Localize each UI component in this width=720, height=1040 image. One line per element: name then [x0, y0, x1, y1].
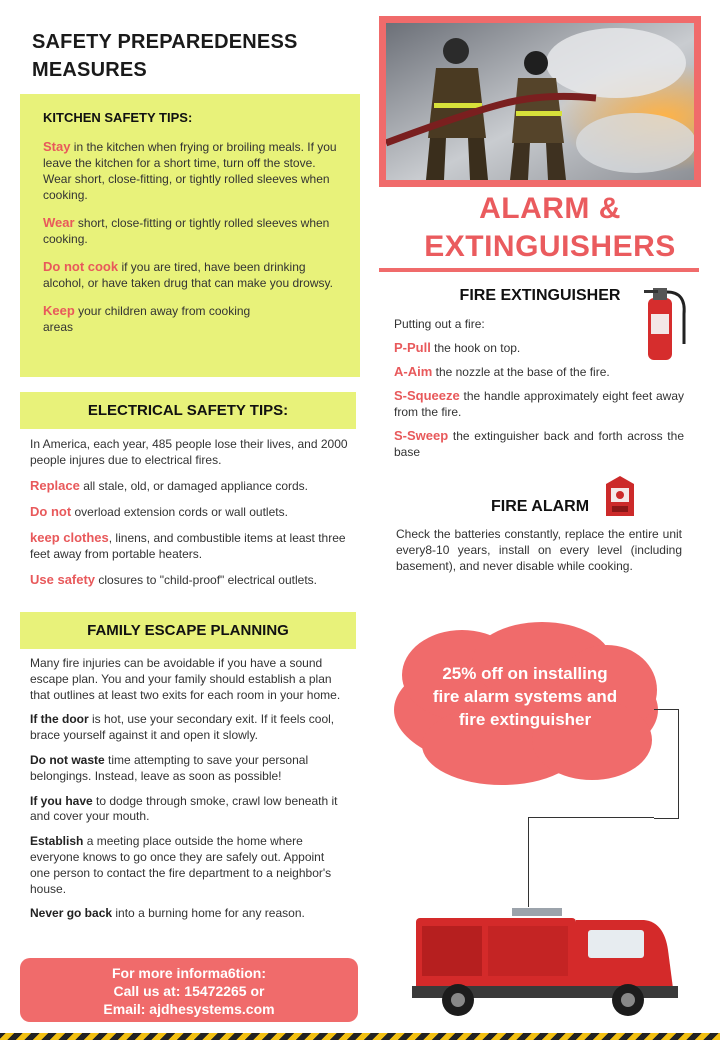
kitchen-item: [43, 303, 278, 335]
electrical-item-text: all stale, old, or damaged appliance cords.: [79, 479, 309, 493]
electrical-intro: In America, each year, 485 people lose their lives, and 2000 people injures due to electrical fires.: [30, 437, 348, 467]
kitchen-item-key: Keep: [43, 303, 75, 318]
extinguisher-step-text: the nozzle at the base of the fire.: [432, 365, 610, 379]
kitchen-item-text: short, close-fitting or tightly rolled sleeves when cooking.: [43, 216, 330, 246]
extinguisher-step-text: the hook on top.: [430, 341, 521, 355]
kitchen-item-key: Do not cook: [43, 259, 119, 274]
family-section: [30, 656, 346, 931]
promo-line: fire extinguisher: [458, 710, 592, 729]
fire-alarm-icon: [603, 474, 637, 523]
family-item-key: If you have: [30, 793, 93, 808]
electrical-section: [30, 436, 350, 598]
kitchen-item: [43, 259, 338, 291]
kitchen-item-key: Wear: [43, 215, 75, 230]
extinguisher-step-key: P-Pull: [394, 340, 431, 355]
kitchen-safety-box: [20, 94, 360, 377]
electrical-item-text: overload extension cords or wall outlets.: [71, 505, 288, 519]
extinguisher-step: [394, 340, 684, 356]
extinguisher-step-key: S-Squeeze: [394, 388, 460, 403]
electrical-item-key: Do not: [30, 504, 72, 519]
contact-line: For more informa6tion:: [111, 965, 266, 981]
kitchen-item-text: your children away from cooking areas: [43, 304, 251, 334]
electrical-item: [30, 504, 350, 520]
firefighters-photo-illustration: [386, 23, 694, 180]
family-item-text: is hot, use your secondary exit. If it feels cool, brace yourself against it and open it slowly.: [30, 712, 335, 743]
kitchen-item: [43, 139, 338, 203]
family-intro: Many fire injuries can be avoidable if you have a sound escape plan. You and your family should establish a plan that outlines at least two exits for each room in your home.: [30, 656, 341, 702]
contact-email: Email: ajdhesystems.com: [103, 1001, 275, 1017]
extinguisher-step-key: A-Aim: [394, 364, 433, 379]
electrical-heading: ELECTRICAL SAFETY TIPS:: [20, 392, 356, 429]
extinguisher-intro: Putting out a fire:: [394, 317, 485, 331]
promo-line: 25% off on installing: [442, 664, 608, 683]
electrical-item-key: Replace: [30, 478, 80, 493]
page-title: SAFETY PREPAREDENESS MEASURES: [32, 31, 298, 81]
contact-phone: Call us at: 15472265 or: [113, 983, 265, 999]
electrical-item: [30, 478, 350, 494]
family-item-text: into a burning home for any reason.: [112, 906, 305, 921]
family-item-text: a meeting place outside the home where everyone knows to go once they are safely out. Appoint one person to contact the fire department to a neighbor's house.: [30, 834, 332, 896]
kitchen-item-key: Stay: [43, 139, 71, 154]
electrical-item-text: , linens, and combustible items at least three feet away from portable heaters.: [30, 531, 346, 561]
family-heading: FAMILY ESCAPE PLANNING: [20, 612, 356, 649]
connector-line: [528, 817, 529, 907]
extinguisher-step-text: the handle approximately eight feet away from the fire.: [394, 389, 684, 419]
extinguisher-section: [394, 316, 684, 468]
family-item: [30, 906, 346, 922]
fire-alarm-text: Check the batteries constantly, replace the entire unit every8-10 years, install on every level (including basement), and never disable while cooking.: [396, 527, 682, 573]
alarm-title-line: EXTINGUISHERS: [424, 230, 676, 263]
promo-text: [420, 662, 630, 731]
fire-alarm-heading: FIRE ALARM: [490, 498, 590, 515]
firefighters-photo: [379, 16, 701, 187]
hazard-stripe: [0, 1033, 720, 1040]
promo-line: fire alarm systems and: [432, 687, 618, 706]
fire-truck-icon: [412, 900, 680, 1025]
extinguisher-step: [394, 428, 684, 460]
family-item: [30, 712, 346, 744]
family-item: [30, 834, 346, 897]
family-item-text: to dodge through smoke, crawl low beneath it and cover your mouth.: [30, 793, 338, 824]
extinguisher-step-text: the extinguisher back and forth across the base: [394, 429, 684, 459]
connector-line: [528, 817, 654, 818]
kitchen-heading: KITCHEN SAFETY TIPS:: [43, 110, 193, 125]
electrical-item-key: keep clothes: [30, 530, 109, 545]
kitchen-item: [43, 215, 338, 247]
electrical-item: [30, 530, 350, 562]
electrical-item-text: closures to "child-proof" electrical outlets.: [95, 573, 317, 587]
connector-line: [654, 709, 679, 819]
kitchen-item-text: if you are tired, have been drinking alcohol, or have taken drug that can make you drowsy.: [43, 260, 333, 290]
family-item: [30, 753, 346, 785]
family-item-text: time attempting to save your personal belongings. Instead, leave as soon as possible!: [30, 752, 309, 783]
family-item: [30, 794, 346, 826]
kitchen-item-text: in the kitchen when frying or broiling meals. If you leave the kitchen for a short time, turn off the stove. Wear short, close-fitting, or tightly rolled sleeves when cooking.: [43, 140, 337, 202]
family-item-key: If the door: [30, 712, 89, 727]
extinguisher-step-key: S-Sweep: [394, 428, 449, 443]
contact-box: [20, 958, 358, 1022]
family-item-key: Do not waste: [30, 752, 105, 767]
extinguisher-step: [394, 364, 684, 380]
family-item-key: Never go back: [30, 906, 113, 921]
alarm-title-line: ALARM &: [479, 192, 621, 225]
electrical-item: [30, 572, 350, 588]
extinguisher-step: [394, 388, 684, 420]
family-item-key: Establish: [30, 834, 84, 849]
alarm-section-title: [380, 190, 720, 266]
extinguisher-heading: FIRE EXTINGUISHER: [459, 287, 621, 304]
section-divider: [379, 268, 699, 272]
electrical-item-key: Use safety: [30, 572, 96, 587]
